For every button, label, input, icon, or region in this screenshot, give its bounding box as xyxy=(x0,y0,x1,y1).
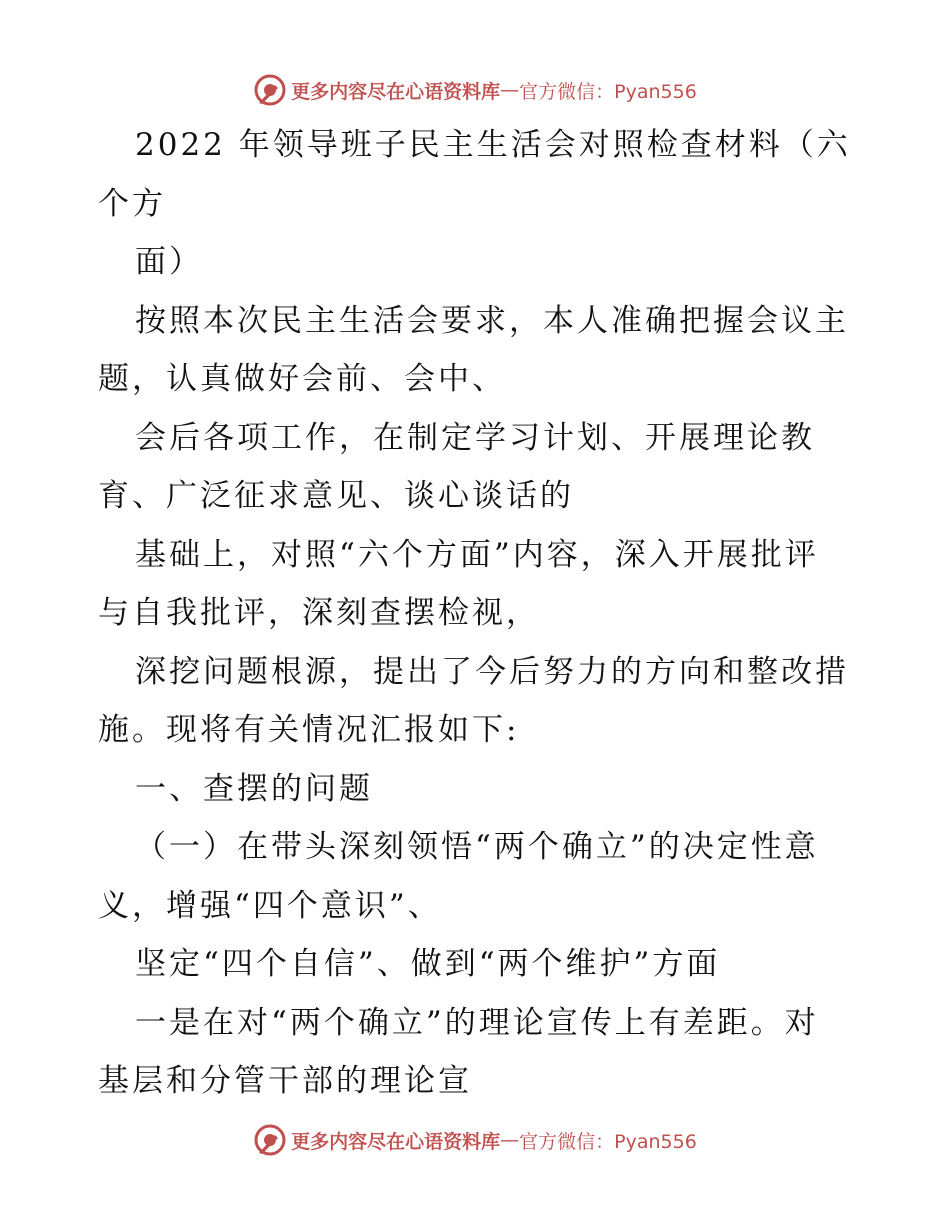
section-heading: 一、查摆的问题 xyxy=(135,770,373,807)
watermark-brand: 更多内容尽在心语资料库 xyxy=(291,80,501,103)
title-line-1: 2022 年领导班子民主生活会对照检查材料（六 xyxy=(135,127,851,163)
paragraph-line: 会后各项工作，在制定学习计划、开展理论教 xyxy=(135,419,815,456)
paragraph-line: 育、广泛征求意见、谈心谈话的 xyxy=(98,478,574,514)
paragraph-line: 施。现将有关情况汇报如下: xyxy=(98,712,520,748)
pen-logo-icon xyxy=(253,1123,287,1157)
subsection-heading-line: 义，增强“四个意识”、 xyxy=(98,887,442,924)
title-line-2: 个方 xyxy=(98,185,166,222)
watermark-contact: 官方微信：Pyan556 xyxy=(519,1130,697,1153)
watermark-brand: 更多内容尽在心语资料库 xyxy=(291,1130,501,1153)
paragraph-line: 基础上，对照“六个方面”内容，深入开展批评 xyxy=(135,536,819,573)
pen-logo-icon xyxy=(253,73,287,107)
paragraph-line: 深挖问题根源，提出了今后努力的方向和整改措 xyxy=(135,653,849,690)
paragraph-line: 基层和分管干部的理论宣 xyxy=(98,1063,472,1099)
paragraph-line: 与自我批评，深刻查摆检视， xyxy=(98,595,540,631)
footer-watermark xyxy=(0,1120,950,1160)
subsection-heading-line: （一）在带头深刻领悟“两个确立”的决定性意 xyxy=(135,829,819,865)
watermark-contact: 官方微信：Pyan556 xyxy=(519,80,697,103)
paragraph-line: 一是在对“两个确立”的理论宣传上有差距。对 xyxy=(135,1004,819,1041)
title-line-3: 面） xyxy=(135,244,203,280)
document-body xyxy=(98,116,854,1111)
paragraph-line: 按照本次民主生活会要求，本人准确把握会议主 xyxy=(135,302,849,339)
paragraph-line: 题，认真做好会前、会中、 xyxy=(98,361,506,397)
subsection-heading-line: 坚定“四个自信”、做到“两个维护”方面 xyxy=(135,946,721,982)
watermark-dash: — xyxy=(500,79,520,101)
watermark-dash: — xyxy=(500,1129,520,1151)
header-watermark xyxy=(0,70,950,110)
